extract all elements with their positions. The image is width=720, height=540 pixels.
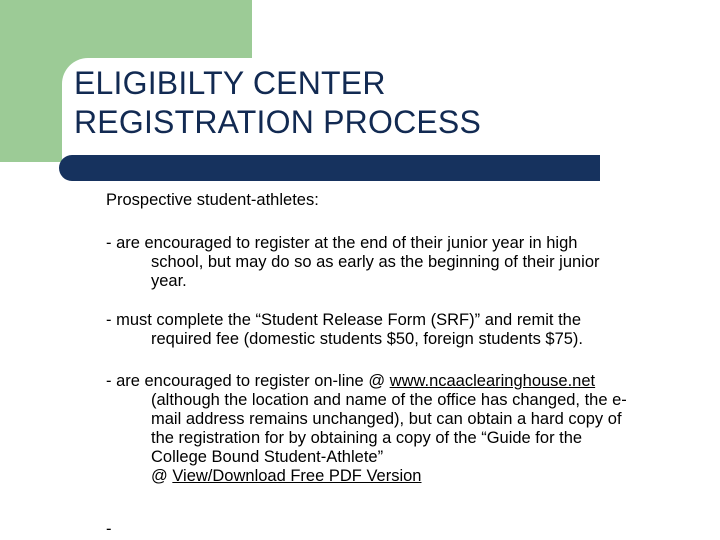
bullet-junior-year-line-3: year. — [151, 272, 187, 290]
bullet-register-online-line-2: (although the location and name of the office has changed, the e- — [151, 391, 627, 409]
trailing-dash: - — [106, 520, 112, 538]
bullet-junior-year-line-2: school, but may do so as early as the beginning of their junior — [151, 253, 600, 271]
bullet-register-online — [106, 372, 627, 486]
intro-text — [106, 191, 319, 210]
slide-title-line-1: ELIGIBILTY CENTER — [74, 65, 386, 101]
bullet-register-online-line-1 — [106, 372, 627, 391]
bullet-srf-line-2: required fee (domestic students $50, foreign students $75). — [151, 330, 584, 348]
bullet-register-online-line-5: College Bound Student-Athlete” — [151, 448, 384, 466]
bullet-register-online-line-6 — [106, 467, 627, 486]
intro-line: Prospective student-athletes: — [106, 191, 319, 209]
bullet-register-online-line-4: the registration for by obtaining a copy of the “Guide for the — [151, 429, 583, 447]
clearinghouse-link[interactable]: www.ncaaclearinghouse.net — [389, 372, 596, 390]
pdf-link-prefix: @ — [151, 467, 173, 485]
pdf-download-link[interactable]: View/Download Free PDF Version — [172, 467, 422, 485]
bullet-register-online-prefix: - are encouraged to register on-line @ — [106, 372, 390, 390]
trailing-bullet — [106, 520, 112, 539]
bullet-srf — [106, 311, 583, 349]
slide-title-line-2: REGISTRATION PROCESS — [74, 104, 482, 140]
bullet-register-online-line-3: mail address remains unchanged), but can obtain a hard copy of — [151, 410, 622, 428]
bullet-junior-year-line-1: - are encouraged to register at the end of their junior year in high — [106, 234, 578, 252]
bullet-srf-line-1: - must complete the “Student Release Form (SRF)” and remit the — [106, 311, 582, 329]
bullet-junior-year — [106, 234, 600, 291]
